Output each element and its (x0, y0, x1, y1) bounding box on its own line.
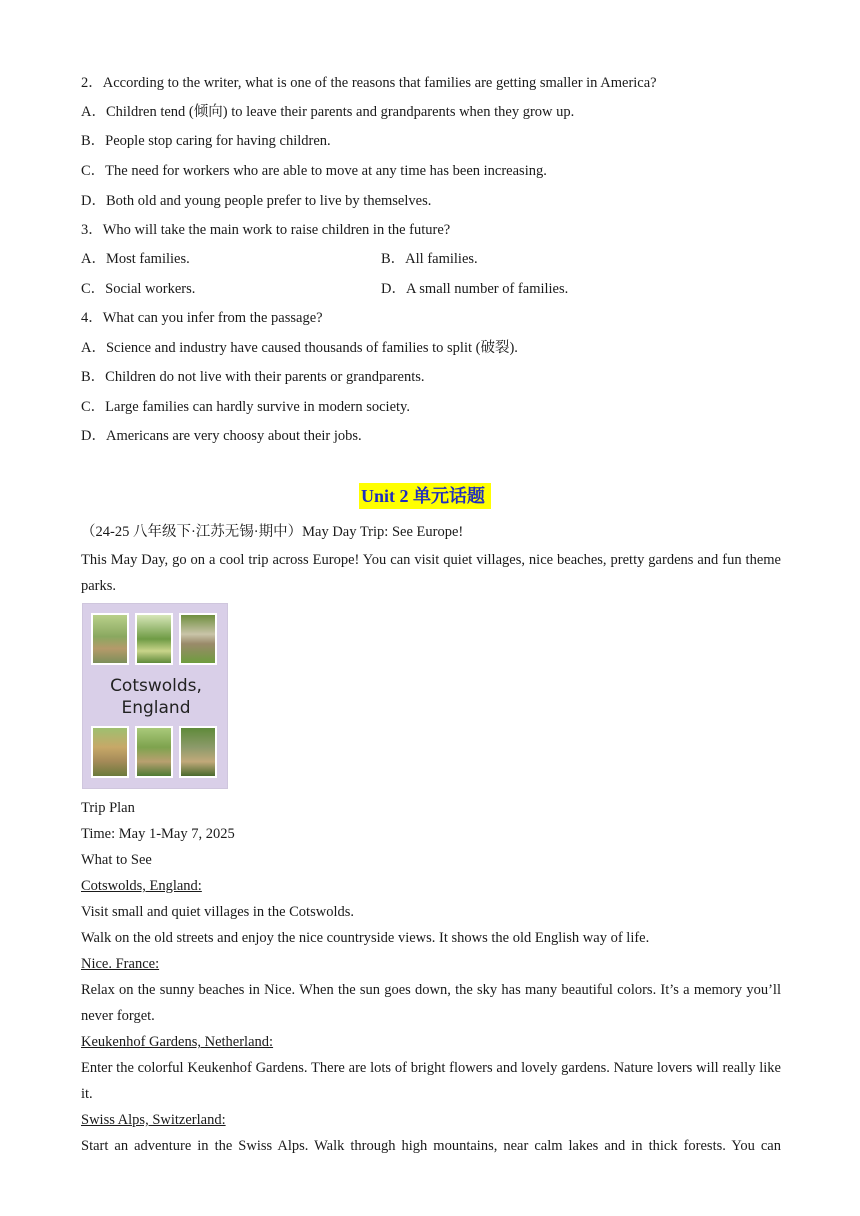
nice-heading: Nice. France: (81, 956, 160, 972)
passage-intro: This May Day, go on a cool trip across Europe! You can visit quiet villages, nice beaches, pretty gardens and fun theme parks. (81, 552, 781, 594)
poster-caption-line2: England (121, 698, 191, 718)
keukenhof-text: Enter the colorful Keukenhof Gardens. There are lots of bright flowers and lovely gardens. Nature lovers will really like it. (81, 1060, 781, 1102)
question-4-option-b: B．Children do not live with their parents or grandparents. (81, 369, 425, 385)
keukenhof-heading: Keukenhof Gardens, Netherland: (81, 1034, 274, 1050)
question-2-option-b: B．People stop caring for having children. (81, 133, 331, 149)
question-4-option-d: D．Americans are very choosy about their jobs. (81, 428, 362, 444)
question-3-option-a: A．Most families. (81, 251, 190, 267)
swiss-alps-text: Start an adventure in the Swiss Alps. Walk through high mountains, near calm lakes and in thick forests. You can (81, 1138, 781, 1154)
question-3-option-b: B．All families. (381, 251, 478, 267)
question-4-stem: 4．What can you infer from the passage? (81, 310, 323, 326)
poster-photo-cottage (179, 613, 217, 665)
question-4-option-c: C．Large families can hardly survive in modern society. (81, 399, 410, 415)
question-3-stem: 3．Who will take the main work to raise children in the future? (81, 222, 451, 238)
what-to-see-label: What to See (81, 852, 152, 868)
cotswolds-text-line2: Walk on the old streets and enjoy the nice countryside views. It shows the old English way of life. (81, 930, 650, 946)
cotswolds-heading: Cotswolds, England: (81, 878, 202, 894)
poster-caption-line1: Cotswolds, (110, 676, 202, 696)
trip-time: Time: May 1-May 7, 2025 (81, 826, 235, 842)
poster-photo-street (135, 726, 173, 778)
question-2-option-d: D．Both old and young people prefer to live by themselves. (81, 193, 432, 209)
question-3-option-d: D．A small number of families. (381, 281, 569, 297)
cotswolds-text-line1: Visit small and quiet villages in the Cotswolds. (81, 904, 355, 920)
unit-title: Unit 2 单元话题 (359, 483, 491, 509)
cotswolds-poster-image (82, 603, 228, 789)
question-2-stem: 2．According to the writer, what is one of the reasons that families are getting smaller in America? (81, 75, 657, 91)
question-2-option-a: A．Children tend (倾向) to leave their parents and grandparents when they grow up. (81, 104, 575, 120)
passage-source: （24-25 八年级下·江苏无锡·期中）May Day Trip: See Europe! (81, 524, 464, 540)
question-3-option-c: C．Social workers. (81, 281, 196, 297)
question-4-option-a: A．Science and industry have caused thousands of families to split (破裂). (81, 340, 518, 356)
nice-text: Relax on the sunny beaches in Nice. When the sun goes down, the sky has many beautiful colors. It’s a memory you’ll never forget. (81, 982, 781, 1024)
swiss-alps-heading: Swiss Alps, Switzerland: (81, 1112, 226, 1128)
poster-photo-lane (179, 726, 217, 778)
poster-photo-stone-houses (91, 726, 129, 778)
poster-photo-village-bridge (91, 613, 129, 665)
poster-photo-garden-arch (135, 613, 173, 665)
trip-plan-label: Trip Plan (81, 800, 135, 816)
question-2-option-c: C．The need for workers who are able to move at any time has been increasing. (81, 163, 547, 179)
